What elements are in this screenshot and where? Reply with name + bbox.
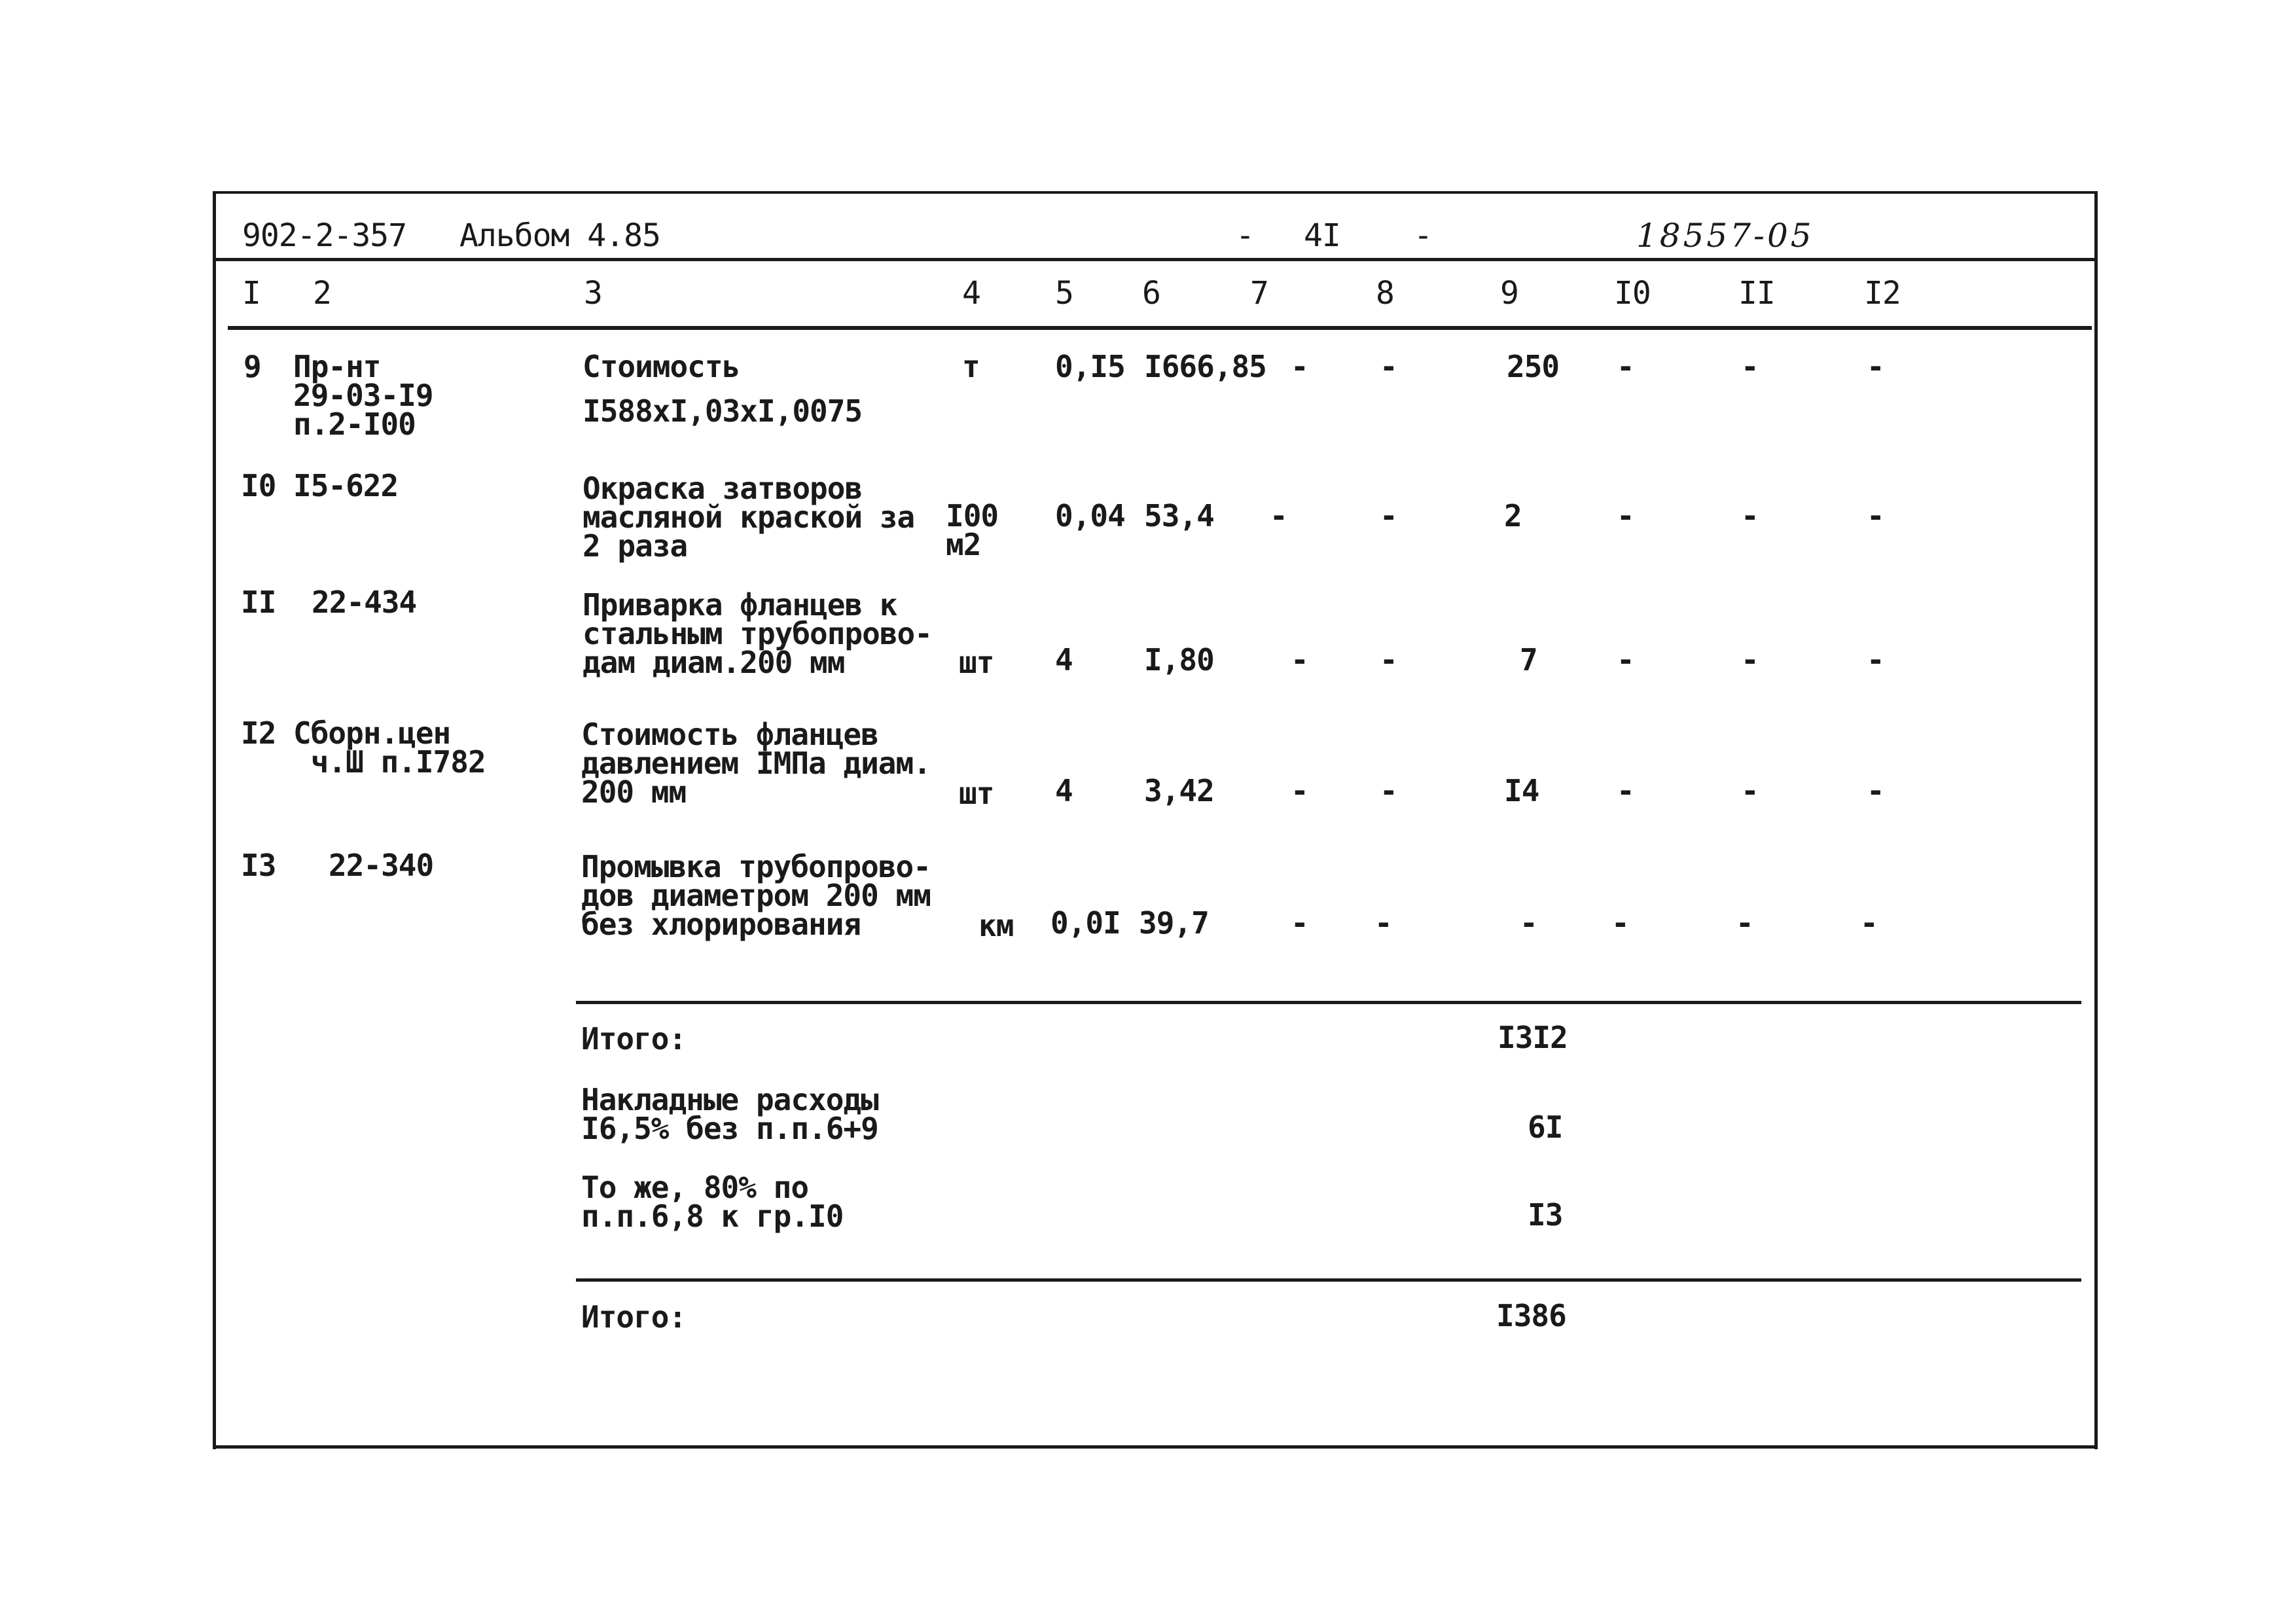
row-13-code: 22-340 [329,848,434,883]
doc-code: 902-2-357 [242,217,407,254]
row-13-c9: - [1520,905,1537,941]
page-dash-left: - [1236,217,1254,254]
row-9-c12: - [1867,349,1884,384]
row-11-price: I,80 [1144,642,1214,677]
row-13-c8: - [1374,905,1392,941]
row-11-num: II [241,585,276,620]
row-11-c8: - [1380,642,1397,677]
row-9-c10: - [1617,349,1634,384]
row-10-unit: I00 м2 [946,498,999,562]
row-11-desc: Приварка фланцев к стальным трубопрово- дам диам.200 мм [583,587,932,680]
header-divider [216,258,2094,261]
row-10-price: 53,4 [1144,498,1214,533]
row-13-unit: км [978,908,1014,943]
overhead-value: 6I [1528,1110,1563,1145]
row-12-c12: - [1867,773,1884,808]
overhead-label: Накладные расходы I6,5% без п.п.6+9 [581,1082,878,1146]
row-10-c10: - [1617,498,1634,533]
column-header-10: I0 [1614,275,1651,312]
row-9-qty: 0,I5 [1055,349,1125,384]
frame-bottom-line [213,1445,2098,1449]
row-9-price: I666,85 [1144,349,1266,384]
row-10-desc: Окраска затворов масляной краской за 2 раза [583,471,915,564]
row-9-desc: Стоимость [583,349,740,384]
row-11-c9: 7 [1520,642,1537,677]
column-header-6: 6 [1142,275,1160,312]
total-value: I386 [1496,1298,1566,1333]
row-10-c9: 2 [1504,498,1522,533]
row-9-num: 9 [243,349,261,384]
row-9-desc-formula: I588xI,03xI,0075 [583,393,863,429]
row-13-desc: Промывка трубопрово- дов диаметром 200 мм без хлорирования [581,849,931,942]
column-header-8: 8 [1376,275,1394,312]
column-header-4: 4 [962,275,980,312]
column-header-1: I [242,275,260,312]
column-header-7: 7 [1250,275,1268,312]
row-12-price: 3,42 [1144,773,1214,808]
handwritten-ref: 18557-05 [1636,217,1814,255]
row-12-c9: I4 [1504,773,1539,808]
same-label: То же, 80% по п.п.6,8 к гр.I0 [581,1170,844,1234]
row-13-qty: 0,0I [1050,905,1121,941]
row-12-qty: 4 [1055,773,1073,808]
row-13-price: 39,7 [1139,905,1209,941]
row-12-c10: - [1617,773,1634,808]
column-header-12: I2 [1864,275,1901,312]
total-label: Итого: [581,1299,687,1335]
row-10-c12: - [1867,498,1884,533]
row-9-c8: - [1380,349,1397,384]
column-header-divider [228,326,2092,330]
row-9-code: Пр-нт 29-03-I9 п.2-I00 [293,349,433,442]
row-12-num: I2 [241,715,276,751]
frame-left-line [213,191,216,1449]
row-10-num: I0 [241,468,276,503]
frame-right-line [2094,191,2098,1449]
subtotal-value: I3I2 [1498,1020,1568,1055]
row-12-code: Сборн.цен ч.Ш п.I782 [293,715,486,780]
row-10-code: I5-622 [293,468,399,503]
row-10-qty: 0,04 [1055,498,1125,533]
column-header-11: II [1738,275,1775,312]
page-number: 4I [1304,217,1340,254]
row-12-c11: - [1741,773,1759,808]
row-10-c8: - [1380,498,1397,533]
row-12-c7: - [1291,773,1308,808]
row-13-c10: - [1611,905,1629,941]
row-9-c7: - [1291,349,1308,384]
album-label: Альбом 4.85 [459,217,660,254]
row-13-c7: - [1291,905,1308,941]
frame-top-line [213,191,2098,194]
row-13-num: I3 [241,848,276,883]
row-11-c12: - [1867,642,1884,677]
subtotal-label: Итого: [581,1021,687,1056]
row-11-code: 22-434 [312,585,417,620]
row-13-c11: - [1736,905,1753,941]
row-11-c10: - [1617,642,1634,677]
row-12-desc: Стоимость фланцев давлением IМПа диам. 200 мм [581,717,931,810]
row-11-c7: - [1291,642,1308,677]
column-header-9: 9 [1500,275,1518,312]
row-9-unit: т [962,349,980,384]
row-11-c11: - [1741,642,1759,677]
total-divider [576,1278,2081,1282]
column-header-2: 2 [313,275,331,312]
row-10-c7: - [1270,498,1287,533]
same-value: I3 [1528,1197,1563,1233]
row-11-unit: шт [959,645,994,680]
row-12-c8: - [1380,773,1397,808]
row-9-c9: 250 [1507,349,1560,384]
row-12-unit: шт [959,776,994,811]
row-11-qty: 4 [1055,642,1073,677]
row-13-c12: - [1860,905,1878,941]
row-10-c11: - [1741,498,1759,533]
row-9-c11: - [1741,349,1759,384]
page-dash-right: - [1414,217,1432,254]
column-header-3: 3 [584,275,602,312]
subtotal-divider [576,1001,2081,1004]
column-header-5: 5 [1055,275,1073,312]
